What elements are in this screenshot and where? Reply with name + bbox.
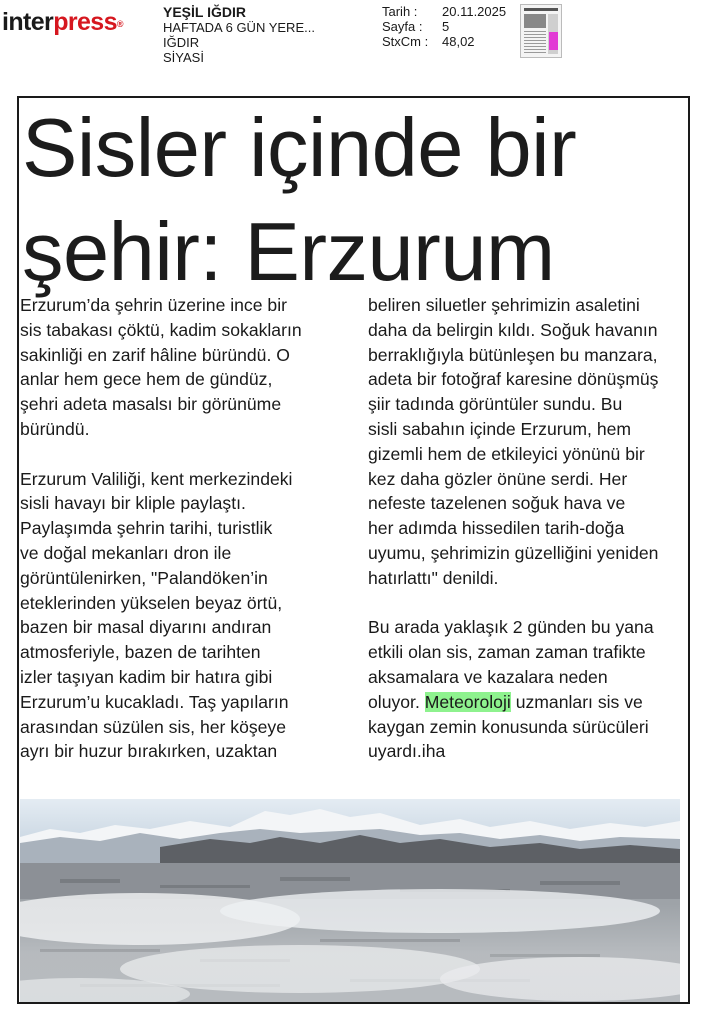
text-line: etkili olan sis, zaman zaman trafikte xyxy=(368,642,646,663)
text-line: daha da belirgin kıldı. Soğuk havanın xyxy=(368,319,658,340)
text-line: anlar hem gece hem de gündüz, xyxy=(20,369,273,390)
page-row xyxy=(382,19,506,34)
text-line: uyumu, şehrimizin güzelliğini yeniden xyxy=(368,542,659,563)
date-value: 20.11.2025 xyxy=(442,4,507,19)
text-line: Paylaşımda şehrin tarihi, turistlik xyxy=(20,518,273,539)
clipping-meta xyxy=(163,5,315,65)
text-line: şehri adeta masalsı bir görünüme xyxy=(20,394,282,415)
page-thumbnail[interactable] xyxy=(520,4,562,58)
text-line: hatırlattı" denildi. xyxy=(368,567,499,588)
text-line: berraklığıyla bütünleşen bu manzara, xyxy=(368,344,658,365)
interpress-logo xyxy=(2,8,123,36)
text-line: Erzurum Valiliği, kent merkezindeki xyxy=(20,468,293,489)
text-line: büründü. xyxy=(20,418,90,439)
text-line: arasından süzülen sis, her köşeye xyxy=(20,716,287,737)
page-label: Sayfa : xyxy=(382,19,423,34)
paragraph xyxy=(20,467,350,765)
text-line: ve doğal mekanları dron ile xyxy=(20,542,232,563)
text-line: izler taşıyan kadim bir hatıra gibi xyxy=(20,666,273,687)
text-line: ayrı bir huzur bırakırken, uzaktan xyxy=(20,741,278,762)
text-line: gizemli hem de etkileyici yönünü bir xyxy=(368,443,645,464)
highlighted-keyword: Meteoroloji xyxy=(424,691,511,712)
date-label: Tarih : xyxy=(382,4,418,19)
text-fragment: uzmanları sis ve xyxy=(515,691,643,712)
text-line: görüntülenirken, "Palandöken’in xyxy=(20,567,268,588)
issue-title: HAFTADA 6 GÜN YERE... xyxy=(163,20,315,35)
text-line: Bu arada yaklaşık 2 günden bu yana xyxy=(368,617,654,638)
text-line: Erzurum’da şehrin üzerine ince bir xyxy=(20,295,287,315)
text-line: kaygan zemin konusunda sürücüleri xyxy=(368,716,649,737)
text-line: adeta bir fotoğraf karesine dönüşmüş xyxy=(368,369,659,390)
paragraph xyxy=(368,615,690,764)
text-line: sis tabakası çöktü, kadim sokakların xyxy=(20,319,302,340)
date-row xyxy=(382,4,506,19)
logo-text-inter: inter xyxy=(2,8,54,36)
article-photo xyxy=(20,799,680,1004)
text-fragment: oluyor. xyxy=(368,691,420,712)
article-frame xyxy=(17,96,690,1004)
text-line: kez daha gözler önüne serdi. Her xyxy=(368,468,628,489)
stxcm-row xyxy=(382,34,506,49)
article-column-1 xyxy=(20,293,350,789)
text-line: her adımda hissedilen tarih-doğa xyxy=(368,518,625,539)
headline-line-2: şehir: Erzurum xyxy=(22,205,555,298)
text-line: sisli sabahın içinde Erzurum, hem xyxy=(368,418,632,439)
stxcm-value: 48,02 xyxy=(442,34,475,49)
headline xyxy=(22,96,576,304)
text-line: şiir tadında görüntüler sundu. Bu xyxy=(368,394,623,415)
page-value: 5 xyxy=(442,19,450,34)
headline-line-1: Sisler içinde bir xyxy=(22,101,577,194)
text-line: aksamalara ve kazalara neden xyxy=(368,666,608,687)
text-line: sisli havayı bir kliple paylaştı. xyxy=(20,493,246,514)
text-line: bazen bir masal diyarını andıran xyxy=(20,617,272,638)
text-line: beliren siluetler şehrimizin asaletini xyxy=(368,295,640,315)
text-line xyxy=(368,690,690,715)
city: IĞDIR xyxy=(163,35,200,50)
stxcm-label: StxCm : xyxy=(382,34,429,49)
text-line: sakinliği en zarif hâline büründü. O xyxy=(20,344,290,365)
clipping-info xyxy=(382,4,506,49)
registered-mark: ® xyxy=(116,19,123,29)
foggy-city-mountains-image xyxy=(20,799,680,1004)
text-line: nefeste tazelenen soğuk hava ve xyxy=(368,493,626,514)
text-line: eteklerinden yükselen beyaz örtü, xyxy=(20,592,283,613)
text-line: uyardı.iha xyxy=(368,741,446,762)
text-line: atmosferiyle, bazen de tarihten xyxy=(20,642,261,663)
article-column-2 xyxy=(368,293,690,789)
text-line: Erzurum’u kucakladı. Taş yapıların xyxy=(20,691,289,712)
logo-text-press: press xyxy=(53,8,117,36)
publication-name: YEŞİL IĞDIR xyxy=(163,4,246,20)
paragraph xyxy=(20,293,350,442)
category: SİYASİ xyxy=(163,50,204,65)
paragraph xyxy=(368,293,690,591)
